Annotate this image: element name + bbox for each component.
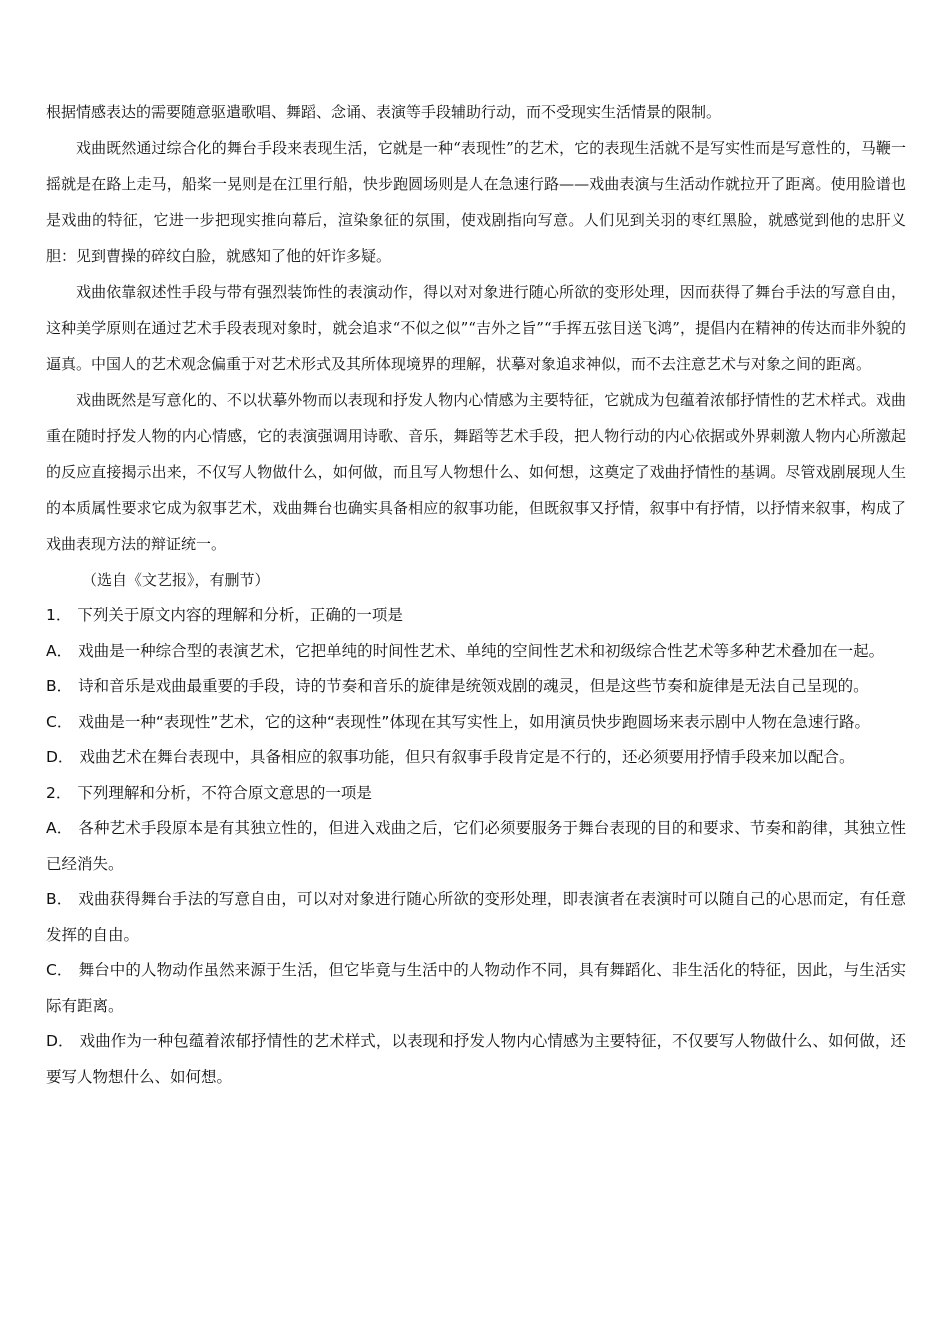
option-text: 戏曲是一种综合型的表演艺术，它把单纯的时间性艺术、单纯的空间性艺术和初级综合性艺术等多种艺术叠加在一起。 — [78, 641, 885, 660]
option-letter: B． — [46, 677, 73, 695]
option-text: 戏曲获得舞台手法的写意自由，可以对对象进行随心所欲的变形处理，即表演者在表演时可以随自己的心思而定，有任意发挥的自由。 — [46, 890, 906, 944]
option-text: 舞台中的人物动作虽然来源于生活，但它毕竟与生活中的人物动作不同，具有舞蹈化、非生活化的特征，因此，与生活实际有距离。 — [46, 961, 906, 1015]
option-b[interactable] — [46, 882, 906, 953]
question-1 — [46, 598, 906, 776]
question-number: 1． — [46, 606, 72, 624]
option-letter: B． — [46, 890, 73, 908]
option-text: 诗和音乐是戏曲最重要的手段，诗的节奏和音乐的旋律是统领戏剧的魂灵，但是这些节奏和旋律是无法自己呈现的。 — [78, 677, 869, 695]
question-stem — [46, 598, 906, 634]
passage-source: （选自《文艺报》，有删节） — [82, 571, 270, 589]
passage-paragraph-4: 戏曲既然是写意化的、不以状摹外物而以表现和抒发人物内心情感为主要特征，它就成为包蕴着浓郁抒情性的艺术样式。戏曲重在随时抒发人物的内心情感，它的表演强调用诗歌、音乐，舞蹈等艺术手段，把人物行动的内心依据或外界刺激人物内心所激起的反应直接揭示出来，不仅写人物做什么，如何做，而且写人物想什么、如何想，这奠定了戏曲抒情性的基调。尽管戏剧展现人生的本质属性要求它成为叙事艺术，戏曲舞台也确实具备相应的叙事功能，但既叙事又抒情，叙事中有抒情，以抒情来叙事，构成了戏曲表现方法的辩证统一。 — [46, 391, 906, 553]
option-letter: A． — [46, 641, 73, 660]
option-text: 各种艺术手段原本是有其独立性的，但进入戏曲之后，它们必须要服务于舞台表现的目的和要求、节奏和韵律，其独立性已经消失。 — [46, 819, 906, 873]
option-text: 戏曲作为一种包蕴着浓郁抒情性的艺术样式，以表现和抒发人物内心情感为主要特征，不仅要写人物做什么、如何做，还要写人物想什么、如何想。 — [46, 1032, 906, 1086]
question-2 — [46, 776, 906, 1096]
option-b[interactable] — [46, 669, 906, 705]
question-number: 2． — [46, 783, 72, 802]
option-letter: D． — [46, 1032, 74, 1050]
passage-paragraph-2: 戏曲既然通过综合化的舞台手段来表现生活，它就是一种“表现性”的艺术，它的表现生活就不是写实性而是写意性的，马鞭一摇就是在路上走马，船桨一晃则是在江里行船，快步跑圆场则是人在急速行路——戏曲表演与生活动作就拉开了距离。使用脸谱也是戏曲的特征，它进一步把现实推向幕后，渲染象征的氛围，使戏剧指向写意。人们见到关羽的枣红黑脸，就感觉到他的忠肝义胆：见到曹操的碎纹白脸，就感知了他的奸诈多疑。 — [46, 139, 906, 265]
question-stem-text: 下列关于原文内容的理解和分析，正确的一项是 — [77, 606, 403, 624]
option-letter: C． — [46, 712, 73, 731]
passage-paragraph-1: 根据情感表达的需要随意驱遣歌唱、舞蹈、念诵、表演等手段辅助行动，而不受现实生活情景的限制。 — [46, 103, 722, 121]
passage-paragraph-3: 戏曲依靠叙述性手段与带有强烈装饰性的表演动作，得以对对象进行随心所欲的变形处理，因而获得了舞台手法的写意自由，这种美学原则在通过艺术手段表现对象时，就会追求“不似之似”“吉外之旨”“手挥五弦目送飞鸿”，提倡内在精神的传达而非外貌的逼真。中国人的艺术观念偏重于对艺术形式及其所体现境界的理解，状摹对象追求神似，而不去注意艺术与对象之间的距离。 — [46, 283, 906, 373]
question-stem-text: 下列理解和分析，不符合原文意思的一项是 — [77, 783, 372, 802]
option-a[interactable] — [46, 634, 906, 670]
option-text: 戏曲艺术在舞台表现中，具备相应的叙事功能，但只有叙事手段肯定是不行的，还必须要用抒情手段来加以配合。 — [79, 748, 855, 766]
document-page — [46, 94, 906, 1095]
option-c[interactable] — [46, 705, 906, 741]
option-a[interactable] — [46, 811, 906, 882]
option-text: 戏曲是一种“表现性”艺术，它的这种“表现性”体现在其写实性上，如用演员快步跑圆场来表示剧中人物在急速行路。 — [78, 712, 870, 731]
option-d[interactable] — [46, 1024, 906, 1095]
option-letter: D． — [46, 748, 74, 766]
option-letter: C． — [46, 961, 73, 979]
question-stem — [46, 776, 906, 812]
option-c[interactable] — [46, 953, 906, 1024]
option-d[interactable] — [46, 740, 906, 776]
option-letter: A． — [46, 819, 73, 837]
